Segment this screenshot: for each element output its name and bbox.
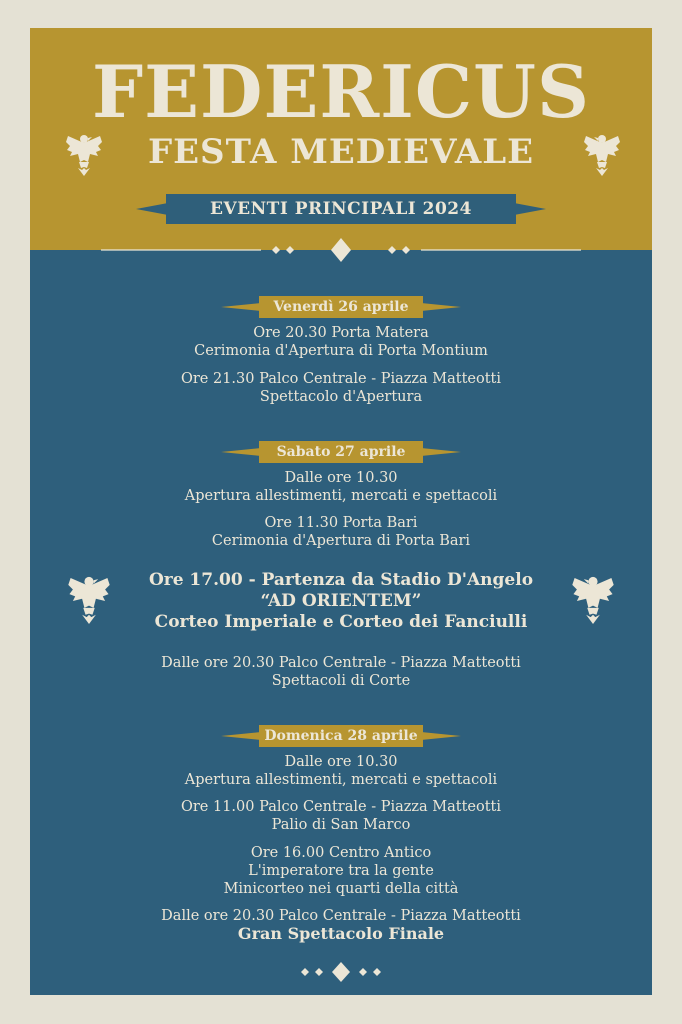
event-line: Spettacolo d'Apertura [259, 389, 423, 405]
event-line: Ore 11.30 Porta Bari [264, 515, 418, 531]
event-item [30, 654, 652, 690]
event-item [30, 514, 652, 550]
event-line: Ore 20.30 Porta Matera [253, 325, 429, 341]
event-item [30, 324, 652, 360]
page-subtitle: FESTA MEDIEVALE [147, 132, 535, 172]
event-line: Minicorteo nei quarti della città [223, 881, 459, 897]
day-ribbon [221, 441, 461, 463]
event-item [30, 844, 652, 898]
event-line: Apertura allestimenti, mercati e spettacoli [184, 772, 498, 788]
event-line: Palio di San Marco [271, 817, 411, 833]
eagle-icon [570, 573, 616, 629]
event-line: Dalle ore 10.30 [284, 754, 398, 770]
event-item [30, 798, 652, 834]
diamond-divider-icon [30, 960, 652, 984]
event-line: Ore 16.00 Centro Antico [250, 845, 432, 861]
day-ribbon [221, 725, 461, 747]
event-line: Ore 11.00 Palco Centrale - Piazza Matteotti [180, 799, 502, 815]
highlight-line: “AD ORIENTEM” [260, 591, 422, 611]
events-ribbon-label: EVENTI PRINCIPALI 2024 [210, 199, 472, 219]
eagle-icon [582, 132, 622, 180]
day-label: Domenica 28 aprile [264, 728, 418, 744]
event-line: Apertura allestimenti, mercati e spettacoli [184, 488, 498, 504]
event-item [30, 370, 652, 406]
highlight-event [30, 570, 652, 633]
events-ribbon [136, 194, 546, 224]
day-label: Sabato 27 aprile [276, 444, 406, 460]
event-item [30, 753, 652, 789]
event-line: Ore 21.30 Palco Centrale - Piazza Matteotti [180, 371, 502, 387]
event-line: Cerimonia d'Apertura di Porta Montium [194, 343, 488, 359]
diamond-divider-icon [30, 236, 652, 264]
highlight-line: Ore 17.00 - Partenza da Stadio D'Angelo [148, 570, 534, 590]
page-title: FEDERICUS [92, 49, 590, 134]
event-line: Dalle ore 20.30 Palco Centrale - Piazza Matteotti [161, 908, 521, 924]
day-ribbon [221, 296, 461, 318]
event-line: Dalle ore 20.30 Palco Centrale - Piazza Matteotti [161, 655, 521, 671]
event-item [30, 469, 652, 505]
day-label: Venerdì 26 aprile [273, 299, 409, 315]
event-line: L'imperatore tra la gente [248, 863, 434, 879]
event-line-strong: Gran Spettacolo Finale [237, 924, 445, 943]
event-line: Cerimonia d'Apertura di Porta Bari [211, 533, 471, 549]
header-band [30, 28, 652, 250]
highlight-line: Corteo Imperiale e Corteo dei Fanciulli [154, 612, 528, 632]
event-line: Spettacoli di Corte [271, 673, 411, 689]
event-line: Dalle ore 10.30 [284, 470, 398, 486]
poster [30, 28, 652, 995]
event-item [30, 907, 652, 943]
